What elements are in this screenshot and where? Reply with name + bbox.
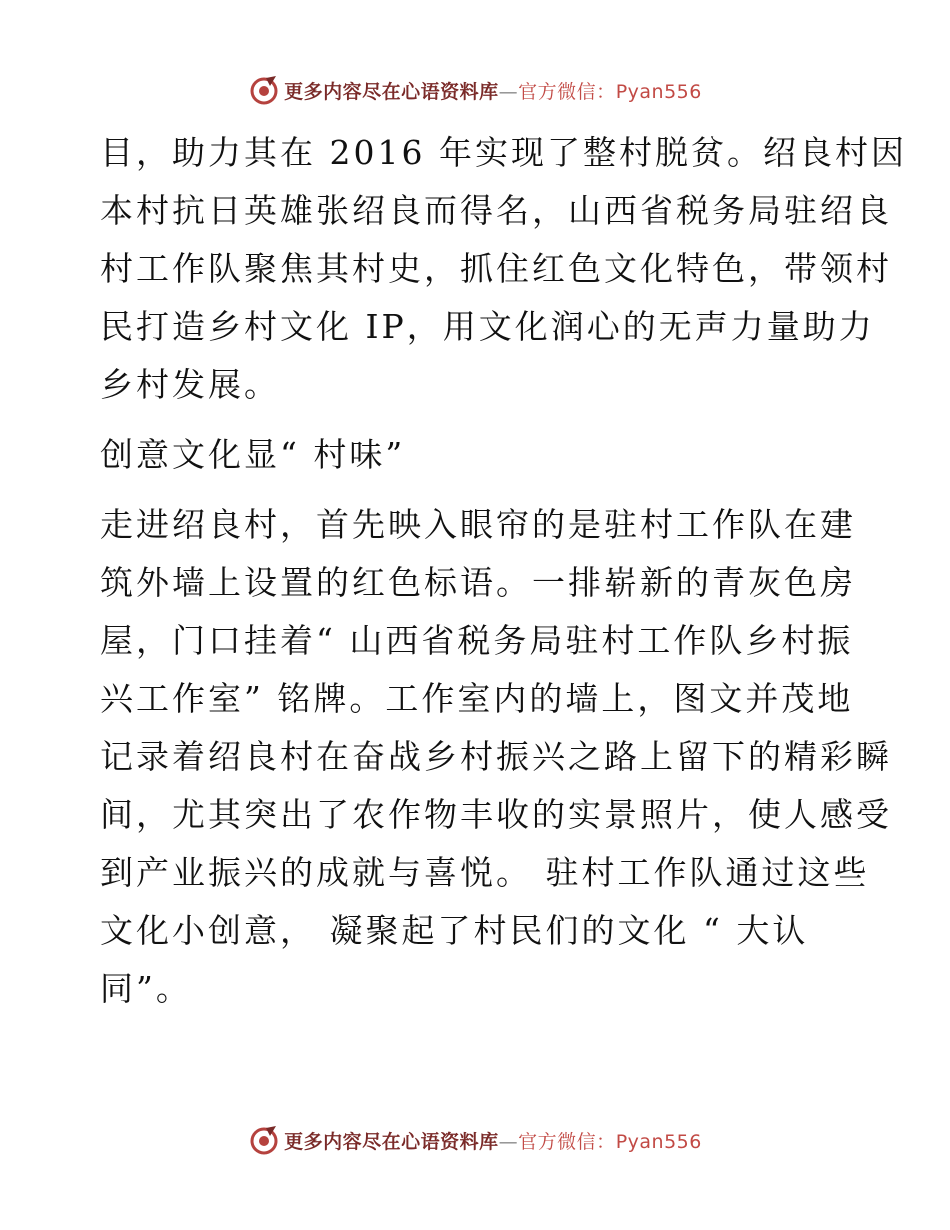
- watermark-text: [284, 77, 702, 104]
- watermark-text: [284, 1127, 702, 1154]
- brand-logo-icon: [248, 1124, 280, 1156]
- watermark-official: 官方微信：: [518, 1130, 616, 1153]
- text-line: 目，助力其在 2016 年实现了整村脱贫。绍良村因: [100, 133, 907, 172]
- text-line: 民打造乡村文化 IP，用文化润心的无声力量助力: [100, 307, 875, 346]
- watermark-main: 更多内容尽在心语资料库: [284, 1130, 499, 1153]
- text-line: 走进绍良村，首先映入眼帘的是驻村工作队在建: [100, 505, 856, 544]
- watermark-main: 更多内容尽在心语资料库: [284, 80, 499, 103]
- text-line: 村工作队聚焦其村史，抓住红色文化特色，带领村: [100, 249, 892, 288]
- watermark-separator: —: [498, 1130, 519, 1153]
- header-watermark: [0, 70, 950, 110]
- text-line: 同”。: [100, 969, 192, 1008]
- watermark-id: Pyan556: [615, 80, 702, 103]
- text-line: 筑外墙上设置的红色标语。一排崭新的青灰色房: [100, 563, 856, 602]
- text-line: 兴工作室” 铭牌。工作室内的墙上，图文并茂地: [100, 679, 854, 718]
- footer-watermark: [0, 1120, 950, 1160]
- paragraph-2: [100, 496, 892, 1018]
- text-line: 屋，门口挂着“ 山西省税务局驻村工作队乡村振: [100, 621, 854, 660]
- text-line: 本村抗日英雄张绍良而得名，山西省税务局驻绍良: [100, 191, 892, 230]
- text-line: 间，尤其突出了农作物丰收的实景照片，使人感受: [100, 795, 892, 834]
- watermark-separator: —: [498, 80, 519, 103]
- text-line: 文化小创意， 凝聚起了村民们的文化 “ 大认: [100, 911, 809, 950]
- text-line: 记录着绍良村在奋战乡村振兴之路上留下的精彩瞬: [100, 737, 892, 776]
- text-line: 到产业振兴的成就与喜悦。 驻村工作队通过这些: [100, 853, 870, 892]
- text-line: 乡村发展。: [100, 365, 280, 404]
- watermark-id: Pyan556: [615, 1130, 702, 1153]
- brand-logo-icon: [248, 74, 280, 106]
- paragraph-1: [100, 124, 907, 414]
- document-body: [100, 124, 907, 1018]
- section-heading: 创意文化显“ 村味”: [100, 435, 406, 474]
- watermark-official: 官方微信：: [518, 80, 616, 103]
